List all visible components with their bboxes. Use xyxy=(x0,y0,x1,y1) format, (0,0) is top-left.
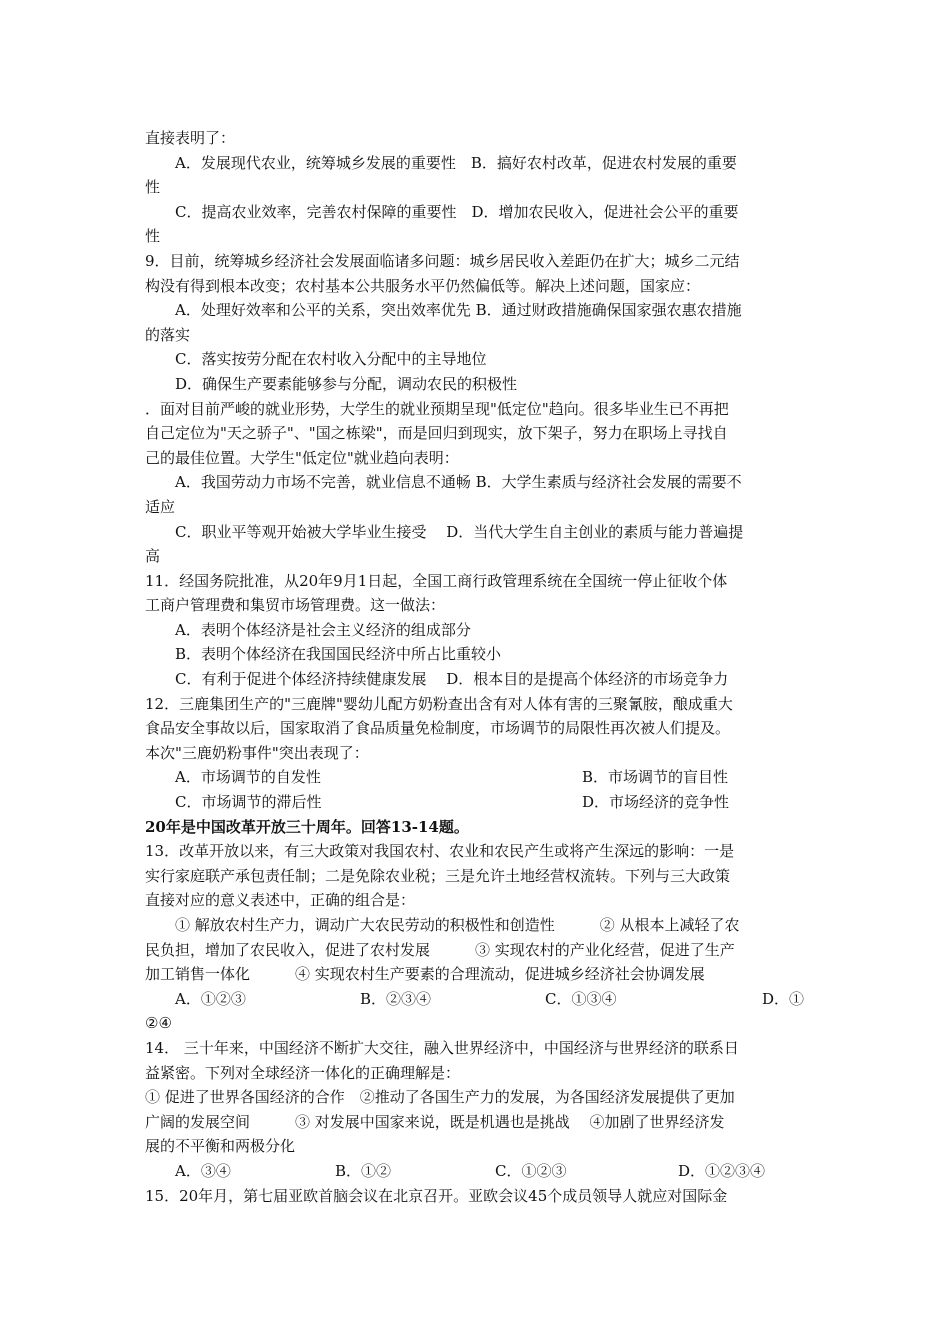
text-line: ②④ xyxy=(145,1014,172,1033)
question-10-stem: ．面对目前严峻的就业形势，大学生的就业预期呈现"低定位"趋向。很多毕业生已不再把 xyxy=(145,399,729,418)
option-b: B．市场调节的盲目性 xyxy=(582,768,729,787)
text-line: 工商户管理费和集贸市场管理费。这一做法： xyxy=(145,596,446,615)
statement-line: 民负担，增加了农民收入，促进了农村发展 ③ 实现农村的产业化经营，促进了生产 xyxy=(145,940,735,959)
question-13-stem: 13．改革开放以来，有三大政策对我国农村、农业和农民产生或将产生深远的影响：一是 xyxy=(145,842,735,861)
option-row xyxy=(145,987,810,1012)
question-11-stem: 11．经国务院批准，从20年9月1日起，全国工商行政管理系统在全国统一停止征收个体 xyxy=(145,571,728,590)
statement-line: 展的不平衡和两极分化 xyxy=(145,1137,296,1156)
text-line: 实行家庭联产承包责任制；二是免除农业税；三是允许土地经营权流转。下列与三大政策 xyxy=(145,866,731,885)
option-line: C．落实按劳分配在农村收入分配中的主导地位 xyxy=(175,350,487,369)
option-line: A．处理好效率和公平的关系，突出效率优先 B．通过财政措施确保国家强农惠农措施 xyxy=(175,301,742,320)
text-line: 自己定位为"天之骄子"、"国之栋梁"，而是回归到现实，放下架子，努力在职场上寻找自 xyxy=(145,424,728,443)
option-row xyxy=(145,1159,810,1184)
question-14-stem: 14． 三十年来，中国经济不断扩大交往，融入世界经济中，中国经济与世界经济的联系日 xyxy=(145,1038,739,1057)
option-line: B．表明个体经济在我国国民经济中所占比重较小 xyxy=(175,645,502,664)
text-line: 性 xyxy=(145,227,161,246)
text-line: 适应 xyxy=(145,497,176,516)
option-c: C．①②③ xyxy=(495,1161,567,1180)
option-b: B．②③④ xyxy=(360,989,432,1008)
statement-line: ① 解放农村生产力，调动广大农民劳动的积极性和创造性 ② 从根本上减轻了农 xyxy=(175,916,740,934)
option-a: A．③④ xyxy=(175,1161,231,1180)
question-9-stem: 9．目前，统筹城乡经济社会发展面临诸多问题：城乡居民收入差距仍在扩大；城乡二元结 xyxy=(145,251,740,270)
section-heading: 20年是中国改革开放三十周年。回答13-14题。 xyxy=(145,817,469,836)
text-line: 性 xyxy=(145,178,161,197)
text-line: 益紧密。下列对全球经济一体化的正确理解是： xyxy=(145,1063,461,1082)
option-d: D．市场经济的竞争性 xyxy=(582,793,730,812)
text-line: 本次"三鹿奶粉事件"突出表现了： xyxy=(145,743,369,762)
text-line: 己的最佳位置。大学生"低定位"就业趋向表明： xyxy=(145,448,459,467)
statement-line: 加工销售一体化 ④ 实现农村生产要素的合理流动，促进城乡经济社会协调发展 xyxy=(145,965,705,984)
option-line: D．确保生产要素能够参与分配，调动农民的积极性 xyxy=(175,374,518,393)
option-row xyxy=(145,790,810,815)
text-line: 构没有得到根本改变；农村基本公共服务水平仍然偏低等。解决上述问题，国家应： xyxy=(145,276,701,295)
text-line: 高 xyxy=(145,547,161,566)
option-c: C．市场调节的滞后性 xyxy=(175,793,322,812)
option-row xyxy=(145,765,810,790)
text-line: 直接对应的意义表述中，正确的组合是： xyxy=(145,891,416,910)
option-c: C．①③④ xyxy=(545,989,617,1008)
option-line: C．有利于促进个体经济持续健康发展 D．根本目的是提高个体经济的市场竞争力 xyxy=(175,670,729,689)
option-line: A．发展现代农业，统筹城乡发展的重要性 B．搞好农村改革，促进农村发展的重要 xyxy=(175,153,737,172)
option-b: B．①② xyxy=(335,1161,392,1180)
statement-line: 广阔的发展空间 ③ 对发展中国家来说，既是机遇也是挑战 ④加剧了世界经济发 xyxy=(145,1112,725,1131)
option-line: A．表明个体经济是社会主义经济的组成部分 xyxy=(175,620,471,639)
statement-line: ① 促进了世界各国经济的合作 ②推动了各国生产力的发展，为各国经济发展提供了更加 xyxy=(145,1088,735,1107)
option-d: D．①②③④ xyxy=(678,1161,766,1180)
option-a: A．①②③ xyxy=(175,989,246,1008)
option-a: A．市场调节的自发性 xyxy=(175,768,321,787)
question-15-stem: 15．20年月，第七届亚欧首脑会议在北京召开。亚欧会议45个成员领导人就应对国际金 xyxy=(145,1186,728,1205)
option-d: D．① xyxy=(762,989,805,1008)
option-line: C．提高农业效率，完善农村保障的重要性 D．增加农民收入，促进社会公平的重要 xyxy=(175,202,739,221)
text-line: 食品安全事故以后，国家取消了食品质量免检制度，市场调节的局限性再次被人们提及。 xyxy=(145,719,731,738)
option-line: C．职业平等观开始被大学毕业生接受 D．当代大学生自主创业的素质与能力普遍提 xyxy=(175,522,744,541)
option-line: A．我国劳动力市场不完善，就业信息不通畅 B．大学生素质与经济社会发展的需要不 xyxy=(175,473,742,492)
text-line: 直接表明了： xyxy=(145,129,236,147)
question-12-stem: 12．三鹿集团生产的"三鹿牌"婴幼儿配方奶粉查出含有对人体有害的三聚氰胺，酿成重大 xyxy=(145,694,733,713)
question-text xyxy=(145,126,810,1208)
text-line: 的落实 xyxy=(145,325,191,344)
